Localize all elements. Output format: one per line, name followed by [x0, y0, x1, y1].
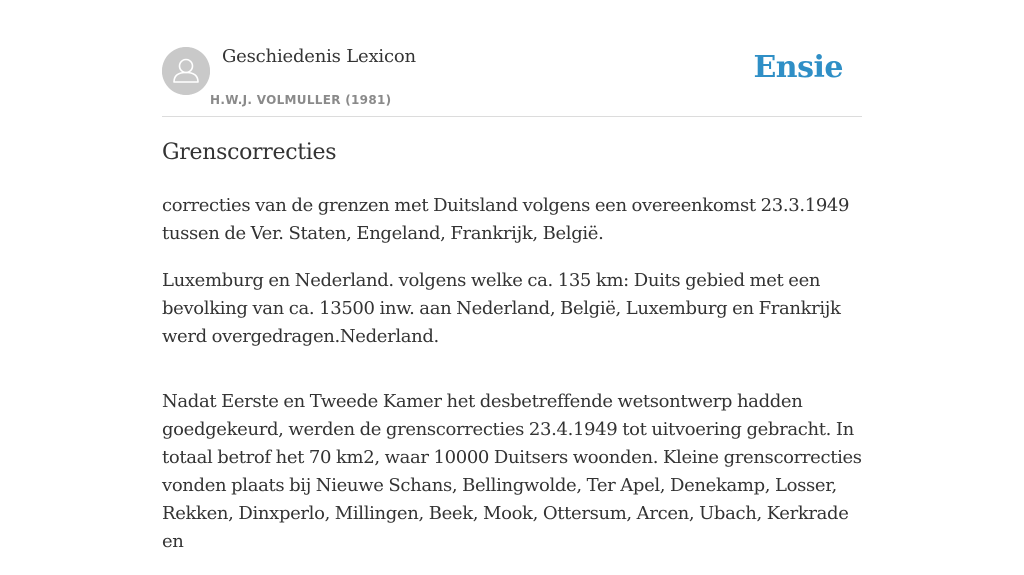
entry-title: Grenscorrecties — [162, 140, 337, 165]
user-avatar-icon[interactable] — [162, 47, 210, 95]
entry-content — [162, 192, 864, 575]
entry-paragraph-2: Luxemburg en Nederland. volgens welke ca. 135 km: Duits gebied met een bevolking van ca. 13500 inw. aan Nederland, België, Luxemburg en Frankrijk werd overgedragen.Nederland. — [162, 270, 841, 347]
lexicon-title[interactable]: Geschiedenis Lexicon — [222, 46, 416, 67]
author-credit[interactable]: H.W.J. VOLMULLER (1981) — [210, 93, 392, 107]
entry-paragraph-1: correcties van de grenzen met Duitsland volgens een overeenkomst 23.3.1949 tussen de Ver. Staten, Engeland, Frankrijk, België. — [162, 195, 850, 244]
header — [162, 0, 862, 117]
brand-logo[interactable]: Ensie — [753, 50, 843, 85]
entry-paragraph-3: Nadat Eerste en Tweede Kamer het desbetreffende wetsontwerp hadden goedgekeurd, werden de grenscorrecties 23.4.1949 tot uitvoering gebracht. In totaal betrof het 70 km2, waar 10000 Duitsers woonden. Kleine grenscorrecties vonden plaats bij Nieuwe Schans, Bellingwolde, Ter Apel, Denekamp, Losser, Rekken, Dinxperlo, Millingen, Beek, Mook, Ottersum, Arcen, Ubach, Kerkrade en — [162, 391, 862, 552]
